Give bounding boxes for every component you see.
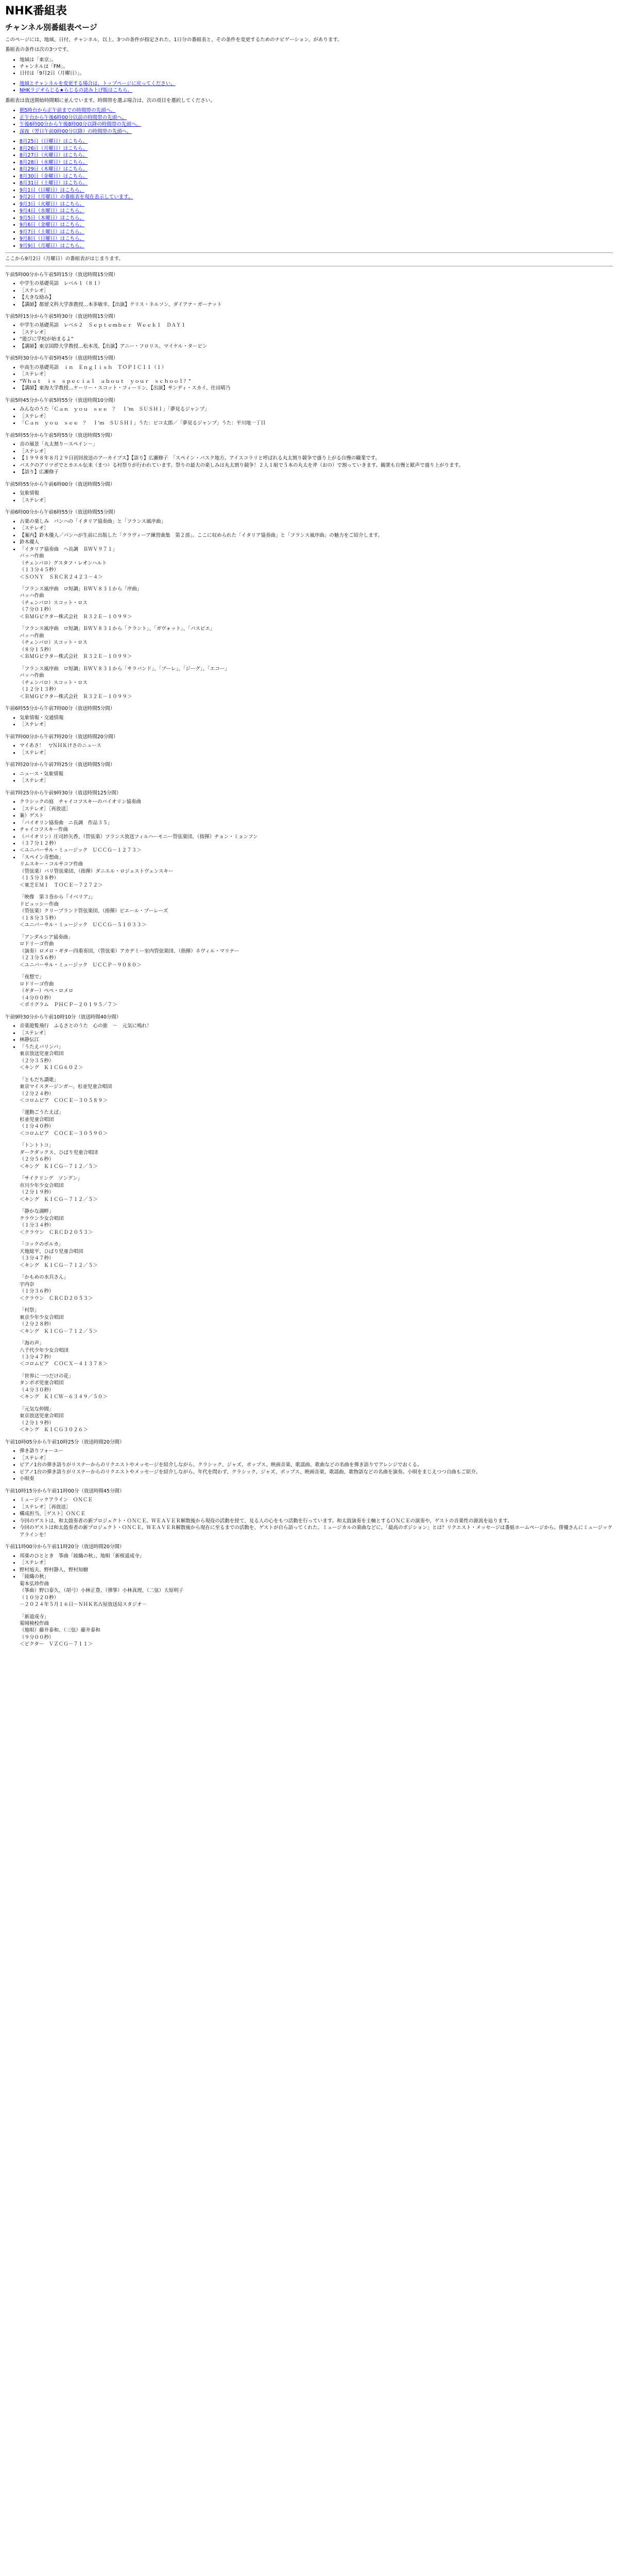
program-detail: • 【講師】東海大学教授…ケーリー・スコット・フィーリン、【出演】サンディ・スカイ、住田晴乃 [20, 385, 613, 392]
piece-detail: ＜ポリグラム ＰＨＣＰ－２０１９５／７＞ [20, 1002, 117, 1008]
piece-title: 「静かな湖畔」 [20, 1209, 54, 1215]
program-title: • 邦楽のひととき 筝曲「綾織の秋」、地唄「新桜道成寺」 [20, 1553, 613, 1560]
program-time: 午前5時15分から午前5時30分（放送時間15分間） [5, 314, 118, 319]
program-details [5, 518, 613, 701]
piece-detail: ＜クラウン ＣＲＣＤ２０５３＞ [20, 1295, 93, 1301]
piece-detail: （２分１９秒） [20, 1190, 54, 1196]
piece-detail: ＜キング ＫＩＣＷ－６３４９／５０＞ [20, 1394, 108, 1400]
program-detail: • 案）ゲスト [20, 812, 613, 819]
piece-detail: （１０分２０秒） [20, 1595, 59, 1601]
program-detail: • ＜ユニバーサル・ミュージック ＵＣＣＧ－１２７３＞ [20, 847, 613, 854]
program-detail: • ［ステレオ］ [20, 1455, 613, 1462]
date-link[interactable]: 9月8日（日曜日）はこちら。 [20, 236, 85, 242]
piece-detail: ＜コロムビア ＣＯＣＥ－３０５９０＞ [20, 1130, 108, 1137]
program-time: 午前5時55分から午前6時00分（放送時間5分間） [5, 481, 115, 487]
piece-detail: （管弦楽）クリーブランド管弦楽団、（指揮）ピエール・ブーレーズ [20, 908, 168, 914]
program-time: 午前10時05分から午前10時25分（放送時間20分間） [5, 1439, 125, 1445]
piece-detail: ＜キング ＫＩＣＧ－７１２／５＞ [20, 1196, 98, 1202]
piece-detail: （地唄）藤井泰和、（三弦）藤井泰和 [20, 1628, 100, 1634]
time-links [5, 107, 613, 135]
program-title: • ニュース・気象情報 [20, 771, 613, 777]
program-time: 午前7時00分から午前7時20分（放送時間20分間） [5, 734, 118, 740]
piece-detail: （１５分３８秒） [20, 875, 59, 882]
time-heading: 番組表は放送開始時間順に並んでいます。時間帯を選ぶ場合は、次の項目を選択してください。 [5, 97, 215, 104]
program-details [5, 1553, 613, 1648]
date-link[interactable]: 8月27日（火曜日）はこちら。 [20, 152, 88, 159]
music-piece [20, 546, 613, 581]
program-detail: • ［ステレオ］ [20, 497, 613, 504]
music-piece [20, 1109, 613, 1137]
date-link[interactable]: 8月28日（水曜日）はこちら。 [20, 159, 88, 165]
program-details [5, 799, 613, 1009]
music-piece [20, 1340, 613, 1368]
music-piece [20, 666, 613, 700]
condition-item: • 日付は「9月2日（月曜日）」。 [20, 70, 613, 77]
program-title: • クラシックの庭 チャイコフスキーのバイオリン協奏曲 [20, 799, 613, 805]
piece-detail: ＜ユニバーサル・ミュージック ＵＣＣＰ－９０８０＞ [20, 962, 142, 968]
piece-detail: クラウン少女合唱団 [20, 1215, 64, 1222]
piece-detail: （２分２８秒） [20, 1321, 54, 1328]
piece-detail: 天地総平、ひばり児童合唱団 [20, 1248, 83, 1255]
program-detail: • 【１９９８年８月２９日初回放送のアーカイブス】【語り】広瀬修子 「スペイン・バスク地方。アイスコラリと呼ばれる丸太割り競争で盛り上がる自慢の職業です。 [20, 455, 613, 462]
piece-detail: （１分３６秒） [20, 1289, 54, 1295]
music-piece [20, 1241, 613, 1269]
top-page-link[interactable]: 地域とチャンネルを変更する場合は、トップページに戻ってください。 [20, 80, 176, 87]
piece-detail: ＜キング ＫＩＣＧ－７１２／５＞ [20, 1328, 98, 1334]
program-detail: • “遊びに学校が始まるよ” [20, 336, 613, 343]
program-detail: • 構成担当、［ゲスト］ＯＮＣＥ [20, 1511, 613, 1517]
program-time: 午前10時15分から午前11時00分（放送時間45分間） [5, 1488, 125, 1494]
piece-detail: タンポポ児童合唱団 [20, 1380, 64, 1386]
program-detail: • 「バイオリン協奏曲 ニ長調 作品３５」 [20, 820, 613, 826]
piece-detail: （チェンバロ）スコット・ロス [20, 680, 88, 686]
music-piece [20, 1614, 613, 1648]
time-link-afternoon[interactable]: 正午台から午後6時00分以前の時間帯の先頭へ。 [20, 114, 127, 121]
piece-detail: ＜キング ＫＩＣＧ－７１２／５＞ [20, 1262, 98, 1268]
piece-detail: 菊岡検校作曲 [20, 1620, 49, 1626]
piece-detail: （管弦楽）パリ管弦楽団、（指揮）ダニエル・ロジェストヴェンスキー [20, 868, 174, 874]
piece-detail: －２０２４年５月１６日～ＮＨＫ名古屋放送局スタジオ－ [20, 1602, 147, 1608]
date-link[interactable]: 9月7日（土曜日）はこちら。 [20, 229, 85, 235]
piece-title: 「村祭」 [20, 1308, 40, 1314]
program-title: • 弾き語りフォーユー [20, 1448, 613, 1454]
program-detail: • ［ステレオ］［再放送］ [20, 806, 613, 812]
piece-title: 「元気な仲間」 [20, 1406, 54, 1412]
program-detail: • 「Ｃａｎ ｙｏｕ ｓｅｅ ？ Ｉ’ｍ ＳＵＳＨＩ」うた：ピコ太郎／「夢見るジャンプ」うた：平川地一丁目 [20, 420, 613, 427]
music-piece [20, 1077, 613, 1105]
piece-title: 「夜想で」 [20, 974, 44, 980]
program-detail: • 小唄奏 [20, 1476, 613, 1482]
program-detail: • ［ステレオ］ [20, 721, 613, 728]
program-title: • 中学生の基礎英語 レベル２ Ｓｅｐｔｅｍｂｅｒ Ｗｅｅｋ１ ＤＡＹ１ [20, 322, 613, 329]
piece-detail: （１２分１３秒） [20, 687, 59, 693]
piece-detail: （チェンバロ）スコット・ロス [20, 600, 88, 606]
program-details [5, 742, 613, 756]
program-details [5, 280, 613, 308]
date-link[interactable]: 9月1日（日曜日）はこちら。 [20, 187, 85, 193]
piece-detail: ＜キング ＫＩＣＧ３０２６＞ [20, 1427, 88, 1433]
piece-detail: 東京放送児童合唱団 [20, 1051, 64, 1057]
piece-detail: バッハ作曲 [20, 633, 44, 639]
piece-title: • 「うたえバリンバ」 [20, 1044, 63, 1050]
program-detail: • ［ステレオ］ [20, 371, 613, 378]
program-detail: • ピアノ1台の弾き語りがリスナーからのリクエストやメッセージを紹介しながら、クラシック、ジャズ、ポップス、映画音楽、歌謡曲、歌曲などの名曲を弾き語りでアレンジでおくる。 [20, 1462, 613, 1468]
music-piece [20, 934, 613, 969]
music-piece [20, 625, 613, 660]
date-link[interactable]: 9月5日（木曜日）はこちら。 [20, 215, 85, 221]
date-link[interactable]: 9月9日（月曜日）はこちら。 [20, 243, 85, 249]
piece-detail: （７分０１秒） [20, 607, 54, 613]
conditions-list [5, 57, 613, 77]
time-link-morning[interactable]: 朝5時台から正午前までの時間帯の先頭へ。 [20, 108, 116, 114]
piece-title: • 「イタリア協奏曲 ヘ長調 ＢＷＶ９７１」 [20, 546, 118, 552]
piece-detail: （２分２４秒） [20, 1091, 54, 1097]
program-details [5, 406, 613, 427]
condition-item: • チャンネルは「FM」。 [20, 63, 613, 70]
piece-detail: ロドリーゴ作曲 [20, 941, 54, 947]
piece-title: 「トントトコ」 [20, 1143, 54, 1149]
music-piece [20, 1307, 613, 1335]
program [5, 761, 613, 784]
piece-detail: ＜コロムビア ＣＯＣＸ－４１３７８＞ [20, 1361, 108, 1367]
piece-title: 「アンダルシア協奏曲」 [20, 934, 73, 940]
piece-detail: ダークダックス、ひばり児童合唱団 [20, 1149, 98, 1156]
piece-title: 「フランス風序曲 ロ短調」ＢＷＶ８３１から「クラント」、「ガヴォット」、「パスピエ」 [20, 626, 215, 632]
piece-detail: （２分５６秒） [20, 1157, 54, 1163]
date-link[interactable]: 8月31日（土曜日）はこちら。 [20, 180, 88, 187]
piece-detail: ＜ビクター ＶＺＣＧ－７１１＞ [20, 1641, 93, 1648]
piece-title: 「ともだち讃歌」 [20, 1077, 59, 1083]
piece-detail: ＜キング ＫＩＣＧ－７１２／５＞ [20, 1163, 98, 1170]
piece-title: 「サイクリング ソングン」 [20, 1176, 83, 1182]
program-detail: • 林静伝江 [20, 1037, 613, 1043]
program-time: 午前6時00分から午前6時55分（放送時間55分間） [5, 510, 118, 516]
conditions-heading: 番組表の条件は次の3つです。 [5, 47, 72, 53]
program-detail: • 【講師】都留文科大学准教授…本多敏幸、【出演】クリス・ネルソン、ダイアナ・ガーナット [20, 301, 613, 308]
date-link[interactable]: 8月26日（月曜日）はこちら。 [20, 145, 88, 151]
program-detail: • ［ステレオ］［再放送］ [20, 1504, 613, 1511]
piece-title: 「運動ごうたえば」 [20, 1110, 64, 1116]
piece-detail: 八千代少年少女合唱団 [20, 1347, 69, 1353]
music-piece [20, 854, 613, 889]
piece-detail: （２分１９秒） [20, 1420, 54, 1426]
program-detail: • 今回のゲストは和太鼓奏者の新プロジェクト・ＯＮＣＥ。ＷＥＡＶＥＲ解散後から現在に至るまでの活動を、ゲストが自ら語ってくれた。ミュージカルの楽曲などに。「最高のポジション」とは？リクエスト・メッセージは番組ホームページから。俳優さんにミュージックアラインを！ [20, 1524, 613, 1538]
program-detail: • ピアノ1台の弾き語りがリスナーからのリクエストやメッセージを紹介しながら、年代を問わず、クラシック、ジャズ、ポップス、映画音楽、歌謡曲、歌物語などの名曲を演奏。小唄をまじえつつ自曲もご紹介。 [20, 1469, 613, 1476]
piece-detail: （１８分３５秒） [20, 915, 59, 921]
piece-title: • 「スペイン奇想曲」 [20, 854, 64, 860]
program-title: • 音の風景「丸太割りースペイン～」 [20, 441, 613, 448]
piece-title: 「コックのポルカ」 [20, 1242, 64, 1248]
program [5, 1439, 613, 1483]
piece-detail: （２３分５６秒） [20, 955, 59, 961]
date-link[interactable]: 8月29日（木曜日）はこちら。 [20, 166, 88, 173]
piece-list [20, 1573, 613, 1648]
program-detail: • 【講師】東京国際大学教授…松本茂、【出演】アニー・フロリス、マイケル・ターピン [20, 343, 613, 350]
site-title: NHK番組表 [5, 5, 67, 18]
music-piece [20, 1373, 613, 1401]
program-detail: • 今回のゲストは、和太鼓奏者の新プロジェクト・ＯＮＣＥ。ＷＥＡＶＥＲ解散後から現役の活動を経て、見る人の心をもつ活動を行っています。和太鼓演奏を主軸とするＯＮＣＥの演奏や、ゲストの音楽性の源流を辿ります。 [20, 1518, 613, 1524]
piece-detail: バッハ作曲 [20, 553, 44, 560]
piece-title: 「世界に一つだけの花」 [20, 1373, 74, 1379]
program [5, 272, 613, 308]
date-link[interactable]: 9月4日（水曜日）はこちら。 [20, 208, 85, 214]
program-time: 午前5時55分から午前5時55分（放送時間5分間） [5, 432, 115, 438]
program [5, 790, 613, 1009]
program [5, 705, 613, 728]
piece-detail: ＜キング ＫＩＣＧ６０２＞ [20, 1065, 83, 1071]
program-time: 午前5時30分から午前5時45分（放送時間15分間） [5, 355, 118, 362]
piece-list [20, 546, 613, 701]
date-link[interactable]: 9月6日（金曜日）はこちら。 [20, 222, 85, 228]
piece-title: 「海の声」 [20, 1341, 44, 1347]
piece-detail: ＜ＢＭＧビクター株式会社 Ｒ３２Ｅ－１０９９＞ [20, 693, 132, 700]
piece-list [20, 854, 613, 1009]
program [5, 1544, 613, 1648]
piece-detail: （ギター）ペペ・ロメロ [20, 988, 74, 994]
date-link[interactable]: 8月30日（金曜日）はこちら。 [20, 173, 88, 179]
program-title: • ミュージックアライン ＯＮＣＥ [20, 1497, 613, 1503]
program-detail: • ［ステレオ］ [20, 525, 613, 532]
piece-detail: （４分００秒） [20, 995, 54, 1001]
program [5, 432, 613, 476]
piece-detail: （３分４７秒） [20, 1354, 54, 1360]
piece-detail: （演奏）ロメロ・ギター四重奏団、（管弦楽）アカデミー室内管弦楽団、（指揮）ネヴィル・マリナー [20, 948, 239, 954]
program [5, 397, 613, 427]
music-piece [20, 1142, 613, 1170]
program [5, 509, 613, 700]
program-detail: • 【語り】広瀬修子 [20, 469, 613, 476]
program-detail: • ［ステレオ］ [20, 287, 613, 294]
piece-detail: ＜コロムビア ＣＯＣＥ－３０５８９＞ [20, 1097, 108, 1104]
program-time: 午前7時25分から午前9時30分（放送時間125分間） [5, 790, 122, 796]
program-detail: • ［ステレオ］ [20, 777, 613, 784]
program-title: • 気象情報 [20, 490, 613, 497]
piece-detail: 菊本弘珍作曲 [20, 1581, 49, 1587]
piece-detail: （チェンバロ）スコット・ロス [20, 640, 88, 646]
piece-detail: 市川少年少女合唱団 [20, 1182, 64, 1189]
piece-title: 「かもめの水兵さん」 [20, 1275, 69, 1281]
program-detail: • （３７分１２秒） [20, 840, 613, 847]
intro-text: このページには、地域、日付、チャンネル、以上、3つの条件が指定された、1日分の番組表と、その条件を変更するためのナビゲーション、があります。 [5, 37, 342, 43]
program-detail: • “Ｗｈａｔ ｉｓ ｓｐｅｃｉａｌ ａｂｏｕｔ ｙｏｕｒ ｓｃｈｏｏｌ？” [20, 378, 613, 385]
schedule-start: ここから9月2日（月曜日）の番組表がはじまります。 [5, 256, 124, 262]
program-list [5, 272, 613, 1648]
program-detail: • チャイコフスキー作曲 [20, 826, 613, 833]
program-time: 午前5時00分から午前5時15分（放送時間15分間） [5, 272, 118, 278]
program-details [5, 1448, 613, 1482]
piece-detail: ロドリーゴ作曲 [20, 981, 54, 987]
time-link-evening[interactable]: 午後6時00分から午後8時00分以降の時間帯の先頭へ。 [20, 122, 141, 128]
piece-detail: （１分３４秒） [20, 1223, 54, 1229]
program-detail: • バスクのアリツボでとカエル伝来（まつ）る村祭りが行われています。祭りの最大の楽しみは丸太割り競争！２人１組で５本の丸太を斧（おの）で割っていきます。観衆も自慢と歓声で盛り上がります。 [20, 462, 613, 469]
piece-detail: ＜東芝ＥＭＩ ＴＯＣＥ－７２７２＞ [20, 882, 103, 888]
music-piece [20, 974, 613, 1008]
time-link-night[interactable]: 深夜（翌日午前0時00分以降）の時間帯の先頭へ。 [20, 128, 132, 134]
program-detail: • 鈴木優人 [20, 539, 613, 546]
piece-detail: （４分３０秒） [20, 1387, 54, 1393]
program-detail: • ［ステレオ］ [20, 329, 613, 336]
piece-detail: 東京放送児童合唱団 [20, 1413, 64, 1419]
piece-detail: （１３分４５秒） [20, 567, 59, 573]
music-piece [20, 586, 613, 620]
piece-detail: 宇内奈 [20, 1281, 35, 1287]
program-details [5, 1497, 613, 1538]
piece-title: 「フランス風序曲 ロ短調」ＢＷＶ８３１から「序曲」 [20, 586, 142, 592]
program-title: • 古楽の楽しみ パンハの「イタリア協奏曲」と「フランス風序曲」 [20, 518, 613, 525]
piece-detail: （９分００秒） [20, 1634, 54, 1640]
program-details [5, 490, 613, 504]
program-title: • 気象情報・交通情報 [20, 715, 613, 721]
piece-detail: ＜ＳＯＮＹ ＳＲＣＲ２４２３－４＞ [20, 574, 103, 580]
date-link[interactable]: 9月3日（火曜日）はこちら。 [20, 201, 85, 207]
piece-detail: ＜ＢＭＧビクター株式会社 Ｒ３２Ｅ－１０９９＞ [20, 654, 132, 660]
program-detail: • （バイオリン）庄司紗矢香、（管弦楽）フランス放送フィルハーモニー管弦楽団、（指揮）チョン・ミョンフン [20, 834, 613, 840]
program-title: • 中高生の基礎英語 ｉｎ Ｅｎｇｌｉｓｈ ＴＯＰＩＣ１１（１） [20, 364, 613, 371]
piece-title: 「新道成寺」 [20, 1614, 49, 1620]
program-detail: • ［ステレオ］ [20, 750, 613, 756]
program [5, 355, 613, 392]
program [5, 1488, 613, 1538]
program [5, 313, 613, 350]
date-links [5, 138, 613, 249]
piece-detail: 杉並児童合唱団 [20, 1116, 54, 1123]
piece-detail: （１分４０秒） [20, 1124, 54, 1130]
piece-detail: （３分４７秒） [20, 1256, 54, 1262]
program [5, 1014, 613, 1434]
music-piece [20, 1573, 613, 1608]
program-time: 午前5時45分から午前5時55分（放送時間10分間） [5, 397, 118, 403]
program-details [5, 322, 613, 350]
program-details [5, 715, 613, 728]
program-detail: • ［ステレオ］ [20, 448, 613, 455]
program [5, 481, 613, 504]
program-details [5, 441, 613, 476]
program-details [5, 771, 613, 785]
date-link[interactable]: 8月25日（日曜日）はこちら。 [20, 139, 88, 145]
piece-detail: バッハ作曲 [20, 593, 44, 599]
piece-detail: ドビュッシー作曲 [20, 901, 59, 907]
program [5, 734, 613, 756]
piece-detail: ＜ＢＭＧビクター株式会社 Ｒ３２Ｅ－１０９９＞ [20, 614, 132, 620]
nav-links [5, 80, 613, 94]
condition-item: • 地域は「東京」。 [20, 57, 613, 63]
program-detail: • 【大きな励み】 [20, 294, 613, 301]
program-title: • マイあさ！ ▽ＮＨＫけさのニュース [20, 742, 613, 749]
divider [5, 252, 613, 253]
radiru-link[interactable]: NHKラジオらじる★らじるの読み上げ版はこちら。 [20, 88, 132, 94]
program-title: • 中学生の基礎英語 レベル１（８１） [20, 280, 613, 287]
music-piece [20, 1044, 613, 1072]
piece-list [20, 1044, 613, 1434]
page-heading: チャンネル別番組表ページ [5, 23, 97, 32]
program-detail: • ［ステレオ］ [20, 1560, 613, 1566]
piece-detail: ＜クラウン ＣＲＣＤ２０５３＞ [20, 1229, 93, 1235]
piece-detail: バッハ作曲 [20, 673, 44, 679]
music-piece [20, 1406, 613, 1434]
piece-detail: （８分１５秒） [20, 647, 54, 653]
program-title: • みんなのうた「Ｃａｎ ｙｏｕ ｓｅｅ ？ Ｉ’ｍ ＳＵＳＨＩ」「夢見るジャンプ」 [20, 406, 613, 413]
program-details [5, 364, 613, 392]
piece-detail: 東京少年少女合唱団 [20, 1314, 64, 1320]
date-link[interactable]: 9月2日（月曜日）の番組表を現在表示しています。 [20, 194, 133, 200]
music-piece [20, 1274, 613, 1302]
music-piece [20, 1175, 613, 1203]
piece-detail: （箏曲）野口泰久、（胡弓）小林正豊、（弾箏）小林真理、（二弦）大原明子 [20, 1588, 184, 1594]
program-time: 午前7時20分から午前7時25分（放送時間5分間） [5, 762, 115, 768]
program-detail: • 【案内】鈴木優人／パンハが生前に出版した「クラヴィーア練習曲集 第２部」。ここに収められた「イタリア協奏曲」と「フランス風序曲」の魅力をご紹介します。 [20, 532, 613, 539]
program-time: 午前9時30分から午前10時10分（放送時間40分間） [5, 1014, 122, 1020]
piece-detail: リムスキー・コルサコフ作曲 [20, 861, 83, 868]
piece-detail: 東京マイスタージンガー、杉並児童合唱団 [20, 1084, 112, 1090]
program-detail: • ［ステレオ］ [20, 413, 613, 420]
piece-detail: （２分３５秒） [20, 1058, 54, 1064]
program-detail: • ［ステレオ］ [20, 1030, 613, 1037]
program-details [5, 1023, 613, 1434]
piece-title: • 「綾織の秋」 [20, 1574, 49, 1580]
program-detail: • 野村旭夫、野村静人、野村知樹 [20, 1567, 613, 1573]
piece-detail: ＜ユニバーサル・ミュージック ＵＣＣＧ－５１０３３＞ [20, 922, 147, 928]
program-time: 午前6時55分から午前7時00分（放送時間5分間） [5, 706, 115, 712]
piece-title: 「映像 第３巻から『イベリア』」 [20, 894, 96, 901]
piece-title: 「フランス風序曲 ロ短調」ＢＷＶ８３１から「サラバンド」、「ブーレ」、「ジーグ」、「エコー」 [20, 666, 230, 672]
program-title: • 音楽遊覧飛行 ふるさとのうた 心の旅 ～ 元気に鳴れ！ [20, 1023, 613, 1029]
music-piece [20, 1208, 613, 1236]
piece-detail: （チェンバロ）グスタフ・レオンハルト [20, 560, 107, 566]
music-piece [20, 894, 613, 928]
program-time: 午前11時00分から午前11時20分（放送時間20分間） [5, 1544, 125, 1550]
